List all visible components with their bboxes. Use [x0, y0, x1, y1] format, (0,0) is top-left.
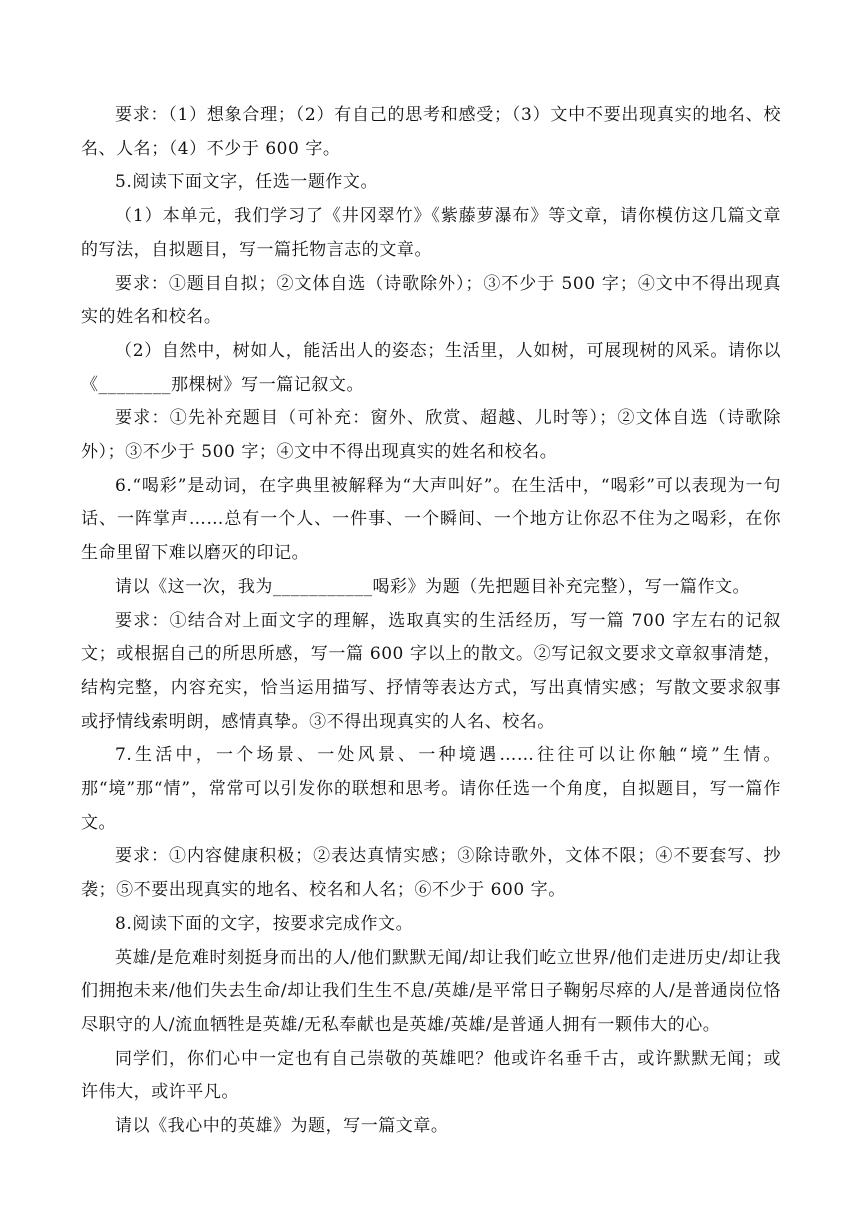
question-5-heading: 5.阅读下面文字，任选一题作文。: [115, 172, 379, 193]
question-6-prompt: 6.“喝彩”是动词，在字典里被解释为“大声叫好”。在生活中，“喝彩”可以表现为一句话、一阵掌声……总有一个人、一件事、一个瞬间、一个地方让你忍不住为之喝彩，在你生命里留下难以磨灭的印记。: [81, 475, 781, 564]
question-6-requirement: 要求：①结合对上面文字的理解，选取真实的生活经历，写一篇 700 字左右的记叙文；或根据自己的所思所感，写一篇 600 字以上的散文。②写记叙文要求文章叙事清楚，结构完整，内容充实，恰当运用描写、抒情等表达方式，写出真情实感；写散文要求叙事或抒情线索明朗，感情真挚。③不得出现真实的人名、校名。: [81, 610, 781, 732]
question-8-heading: 8.阅读下面的文字，按要求完成作文。: [115, 913, 414, 934]
question-7-requirement: 要求：①内容健康积极；②表达真情实感；③除诗歌外，文体不限；④不要套写、抄袭；⑤不要出现真实的地名、校名和人名；⑥不少于 600 字。: [81, 846, 781, 901]
question-8-guidance: 同学们，你们心中一定也有自己崇敬的英雄吧？他或许名垂千古，或许默默无闻；或许伟大，或许平凡。: [81, 1048, 781, 1103]
question-7-prompt: 7.生活中，一个场景、一处风景、一种境遇……往往可以让你触“境”生情。那“境”那“情”，常常可以引发你的联想和思考。请你任选一个角度，自拟题目，写一篇作文。: [81, 745, 781, 833]
question-8-material: 英雄/是危难时刻挺身而出的人/他们默默无闻/却让我们屹立世界/他们走进历史/却让我们拥抱未来/他们失去生命/却让我们生生不息/英雄/是平常日子鞠躬尽瘁的人/是普通岗位恪尽职守的人/流血牺牲是英雄/无私奉献也是英雄/英雄/是普通人拥有一颗伟大的心。: [81, 947, 781, 1035]
question-6-title-instruction: 请以《这一次，我为___________喝彩》为题（先把题目补充完整），写一篇作文。: [115, 576, 751, 597]
document-body: [81, 99, 781, 1144]
question-5-option-2: （2）自然中，树如人，能活出人的姿态；生活里，人如树，可展现树的风采。请你以《________那棵树》写一篇记叙文。: [81, 340, 781, 395]
requirement-paragraph: 要求：（1）想象合理；（2）有自己的思考和感受；（3）文中不要出现真实的地名、校名、人名；（4）不少于 600 字。: [81, 105, 781, 159]
question-5-option-1: （1）本单元，我们学习了《井冈翠竹》《紫藤萝瀑布》等文章，请你模仿这几篇文章的写法，自拟题目，写一篇托物言志的文章。: [81, 206, 781, 260]
question-8-title-instruction: 请以《我心中的英雄》为题，写一篇文章。: [115, 1116, 449, 1137]
question-5-option-1-requirement: 要求：①题目自拟；②文体自选（诗歌除外）；③不少于 500 字；④文中不得出现真实的姓名和校名。: [81, 273, 781, 328]
question-5-option-2-requirement: 要求：①先补充题目（可补充：窗外、欣赏、超越、儿时等）；②文体自选（诗歌除外）；③不少于 500 字；④文中不得出现真实的姓名和校名。: [81, 408, 781, 463]
